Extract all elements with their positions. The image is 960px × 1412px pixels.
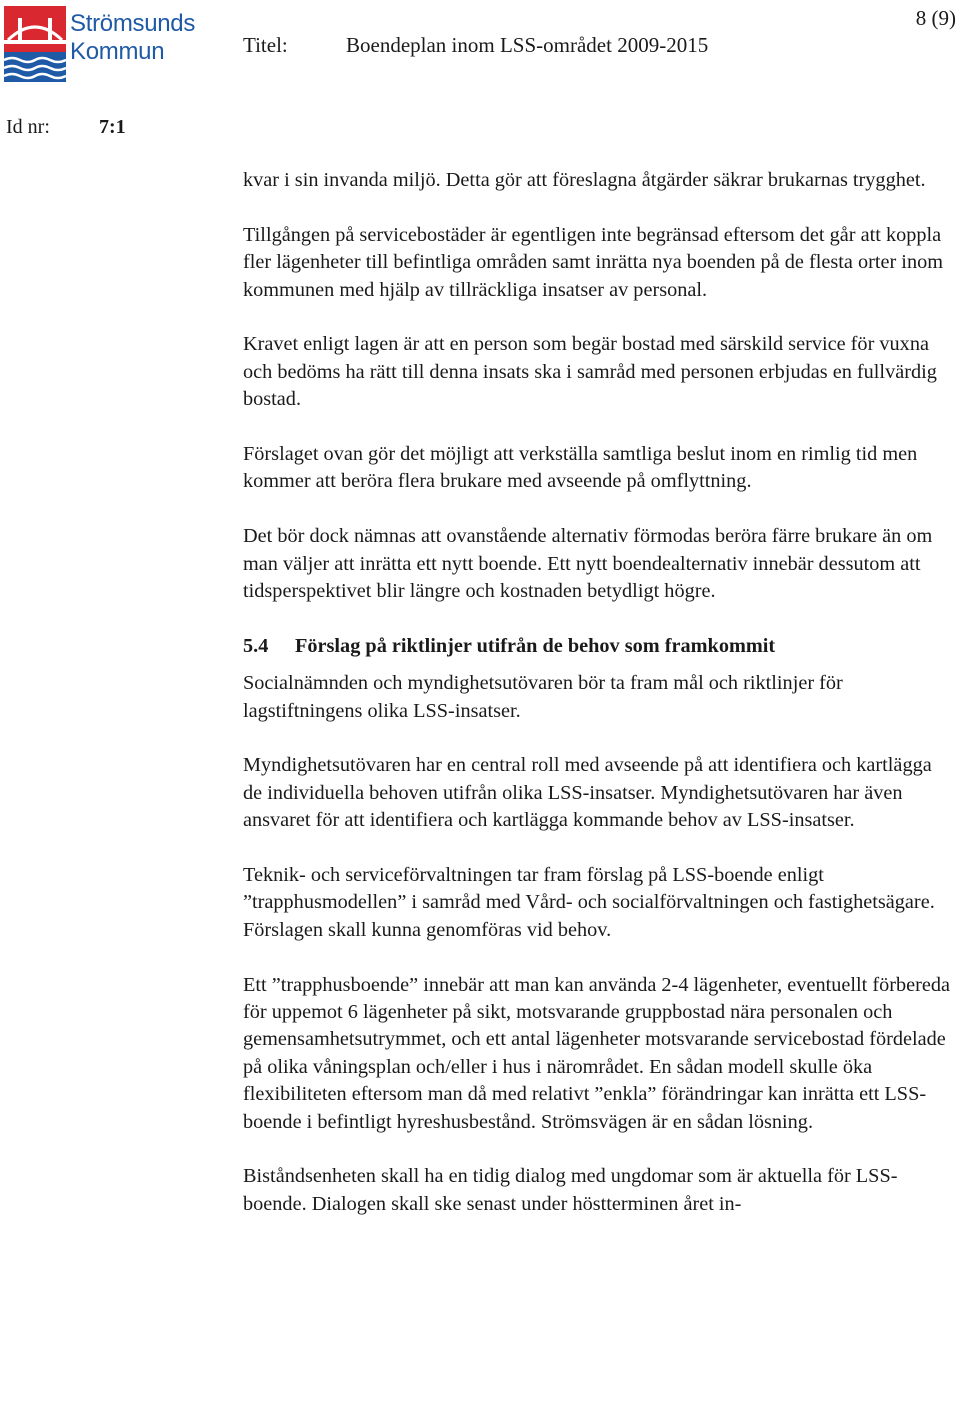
paragraph: kvar i sin invanda miljö. Detta gör att föreslagna åtgärder säkrar brukarnas trygghet. [243, 169, 926, 191]
paragraph: Det bör dock nämnas att ovanstående alternativ förmodas beröra färre brukare än om man väljer att inrätta ett nytt boende. Ett nytt boendealternativ innebär dessutom att tidsperspektivet blir längre och kostnaden betydligt högre. [243, 525, 933, 603]
paragraph: Myndighetsutövaren har en central roll med avseende på att identifiera och kartlägga de individuella behoven utifrån olika LSS-insatser. Myndighetsutövaren har även ansvaret för att identifiera och kartlägga kommande behov av LSS-insatser. [243, 754, 932, 832]
section-title: Förslag på riktlinjer utifrån de behov som framkommit [295, 634, 776, 657]
bridge-emblem-icon [4, 6, 66, 82]
paragraph: Socialnämnden och myndighetsutövaren bör ta fram mål och riktlinjer för lagstiftningens olika LSS-insatser. [243, 672, 843, 722]
paragraph: Ett ”trapphusboende” innebär att man kan använda 2-4 lägenheter, eventuellt förbereda för uppemot 6 lägenheter på sikt, motsvarande gruppbostad nära personalen och gemensamhetsutrymmet, och ett antal lägenheter motsvarande servicebostad fördelade på olika våningsplan och/eller i hus i närområdet. En sådan modell skulle öka flexibiliteten eftersom man då med relativt ”enkla” förändringar kan inrätta ett LSS-boende i befintligt hyreshusbestånd. Strömsvägen är en sådan lösning. [243, 973, 951, 1133]
paragraph: Biståndsenheten skall ha en tidig dialog med ungdomar som är aktuella för LSS-boende. Dialogen skall ske senast under höstterminen året in- [243, 1165, 898, 1215]
logo-name-line2: Kommun [70, 38, 165, 65]
document-title: Boendeplan inom LSS-området 2009-2015 [346, 33, 709, 57]
paragraph: Kravet enligt lagen är att en person som begär bostad med särskild service för vuxna och bedöms ha rätt till denna insats ska i samråd med personen erbjudas en fullvärdig bostad. [243, 333, 937, 411]
paragraph: Teknik- och serviceförvaltningen tar fram förslag på LSS-boende enligt ”trapphusmodellen” i samråd med Vård- och socialförvaltningen och fastighetsägare. Förslagen skall kunna genomföras vid behov. [243, 864, 935, 941]
id-value: 7:1 [99, 116, 126, 138]
title-label: Titel: [243, 33, 288, 57]
paragraph: Tillgången på servicebostäder är egentligen inte begränsad eftersom det går att koppla fler lägenheter till befintliga områden samt inrätta nya boenden på de flesta orter inom kommunen med hjälp av tillräckliga insatser av personal. [243, 223, 944, 301]
page-number: 8 (9) [915, 6, 956, 30]
document-body [243, 167, 955, 1246]
section-heading [243, 633, 955, 660]
section-number: 5.4 [243, 634, 269, 657]
municipality-logo [4, 6, 194, 82]
logo-name-line1: Strömsunds [70, 10, 196, 37]
paragraph: Förslaget ovan gör det möjligt att verkställa samtliga beslut inom en rimlig tid men kommer att beröra flera brukare med avseende på omflyttning. [243, 443, 918, 493]
id-label: Id nr: [6, 116, 50, 138]
